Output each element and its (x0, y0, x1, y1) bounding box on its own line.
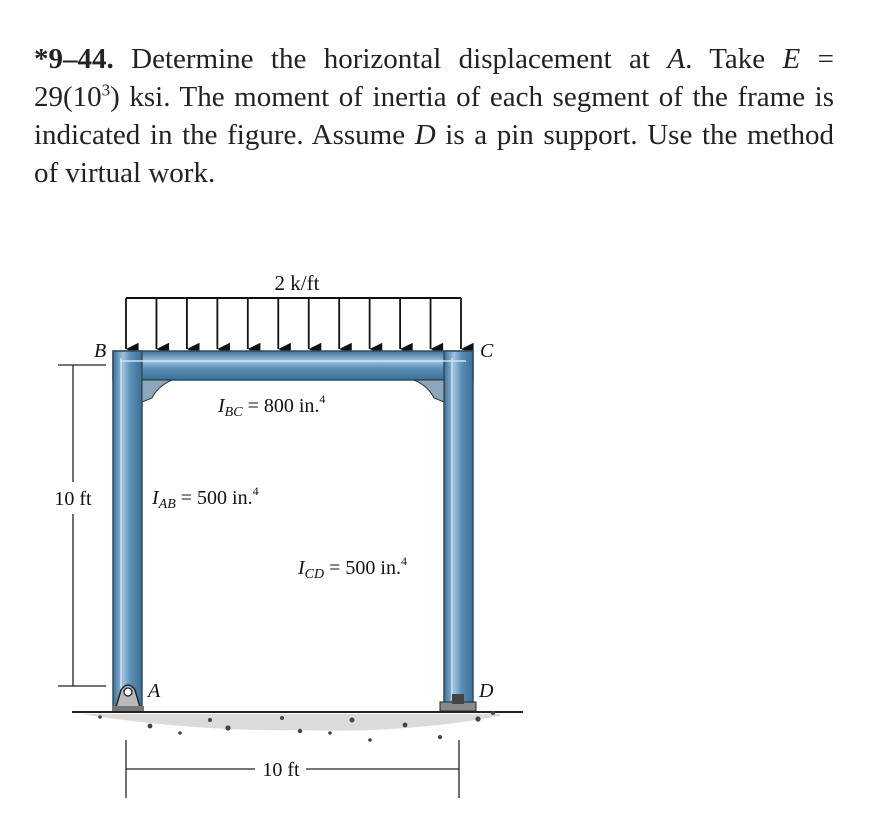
load-label: 2 k/ft (274, 271, 320, 295)
point-d-label: D (479, 680, 494, 702)
column-cd (444, 351, 473, 707)
problem-text-2: . Take (685, 43, 783, 75)
modulus-symbol: E (782, 43, 801, 75)
height-dimension-label: 10 ft (54, 488, 92, 510)
distributed-load (126, 271, 461, 349)
problem-text-5: is a pin support. Use the method of virtual work. (34, 119, 834, 189)
point-c-label: C (480, 340, 494, 362)
point-b-label: B (94, 340, 107, 362)
problem-text-4: ) ksi. The moment of inertia of each segment of the frame is indicated in the figure. Assume (34, 81, 834, 151)
ground (72, 711, 523, 742)
column-ab (113, 351, 142, 707)
point-a-label: A (148, 680, 161, 702)
problem-text-1: Determine the horizontal displacement at (113, 43, 668, 75)
point-a-ref: A (667, 43, 686, 75)
point-d-ref: D (414, 119, 436, 151)
inertia-ab-label: $I_{AB} = 500$ in.$^4$ (152, 484, 259, 512)
problem-text-3: = 29(10 (34, 43, 834, 113)
inertia-cd-label: $I_{CD} = 500$ in.$^4$ (298, 554, 407, 582)
width-dimension (126, 740, 459, 798)
problem-number: *9–44. (34, 43, 114, 75)
beam-bc (113, 351, 473, 380)
exponent: 3 (101, 80, 111, 100)
width-dimension-label: 10 ft (262, 759, 300, 781)
height-dimension (54, 365, 106, 686)
inertia-bc-label: $I_{BC} = 800$ in.$^4$ (218, 392, 326, 420)
